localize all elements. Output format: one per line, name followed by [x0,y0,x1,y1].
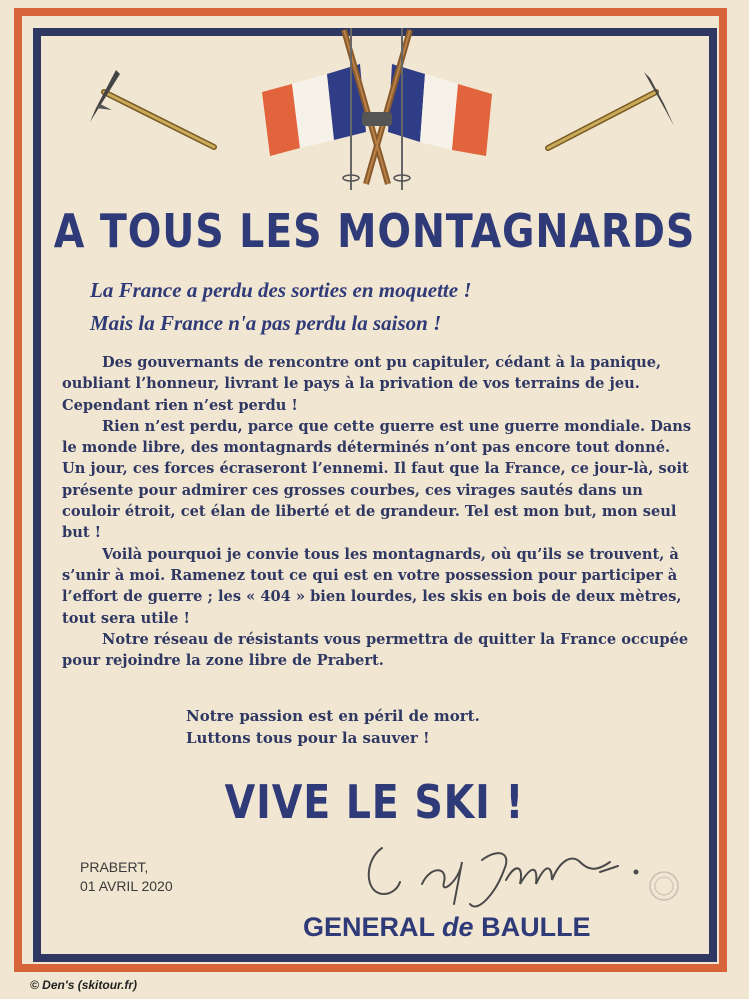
general-name [303,912,591,943]
passion-block [186,705,480,749]
date: 01 AVRIL 2020 [80,878,173,894]
left-ice-axe-icon [90,70,214,147]
general-surname: BAULLE [481,912,591,942]
general-title: GENERAL [303,912,435,942]
place: PRABERT, [80,859,149,875]
right-ice-axe-icon [548,72,674,148]
credit: © Den's (skitour.fr) [30,978,138,992]
general-particle: de [442,912,474,942]
paragraph-1: Des gouvernants de rencontre ont pu capituler, cédant à la panique, oubliant l’honneur, livrant le pays à la privation de vos terrains de jeu. Cependant rien n’est perdu ! [62,354,662,414]
passion-line-1: Notre passion est en péril de mort. [186,707,480,725]
slogan: VIVE LE SKI ! [224,775,525,829]
poster-title: A TOUS LES MONTAGNARDS [53,204,696,258]
subtitle-line-2: Mais la France n'a pas perdu la saison ! [90,311,442,335]
proclamation-body [62,352,692,671]
paragraph-4: Notre réseau de résistants vous permettra de quitter la France occupée pour rejoindre la zone libre de Prabert. [62,630,689,670]
stamp-icon [650,872,678,900]
paragraph-3: Voilà pourquoi je convie tous les montagnards, où qu’ils se trouvent, à s’unir à moi. Ramenez tout ce qui est en votre possession pour participer à l’effort de guerre ; les « 404 » bien lourdes, les skis en bois de deux mètres, tout sera utile ! [62,545,682,627]
signature-icon [369,848,638,906]
place-and-date [80,858,173,896]
passion-line-2: Luttons tous pour la sauver ! [186,729,430,747]
right-french-flag-icon [388,64,492,156]
subtitle-line-1: La France a perdu des sorties en moquette ! [90,278,472,302]
paragraph-2: Rien n’est perdu, parce que cette guerre est une guerre mondiale. Dans le monde libre, des montagnards déterminés n’ont pas encore tout donné. Un jour, ces forces écraseront l’ennemi. Il faut que la France, ce jour-là, soit présente pour admirer ces grosses courbes, ces virages sautés dans un couloir étroit, cet élan de liberté et de grandeur. Tel est mon but, mon seul but ! [62,417,692,542]
